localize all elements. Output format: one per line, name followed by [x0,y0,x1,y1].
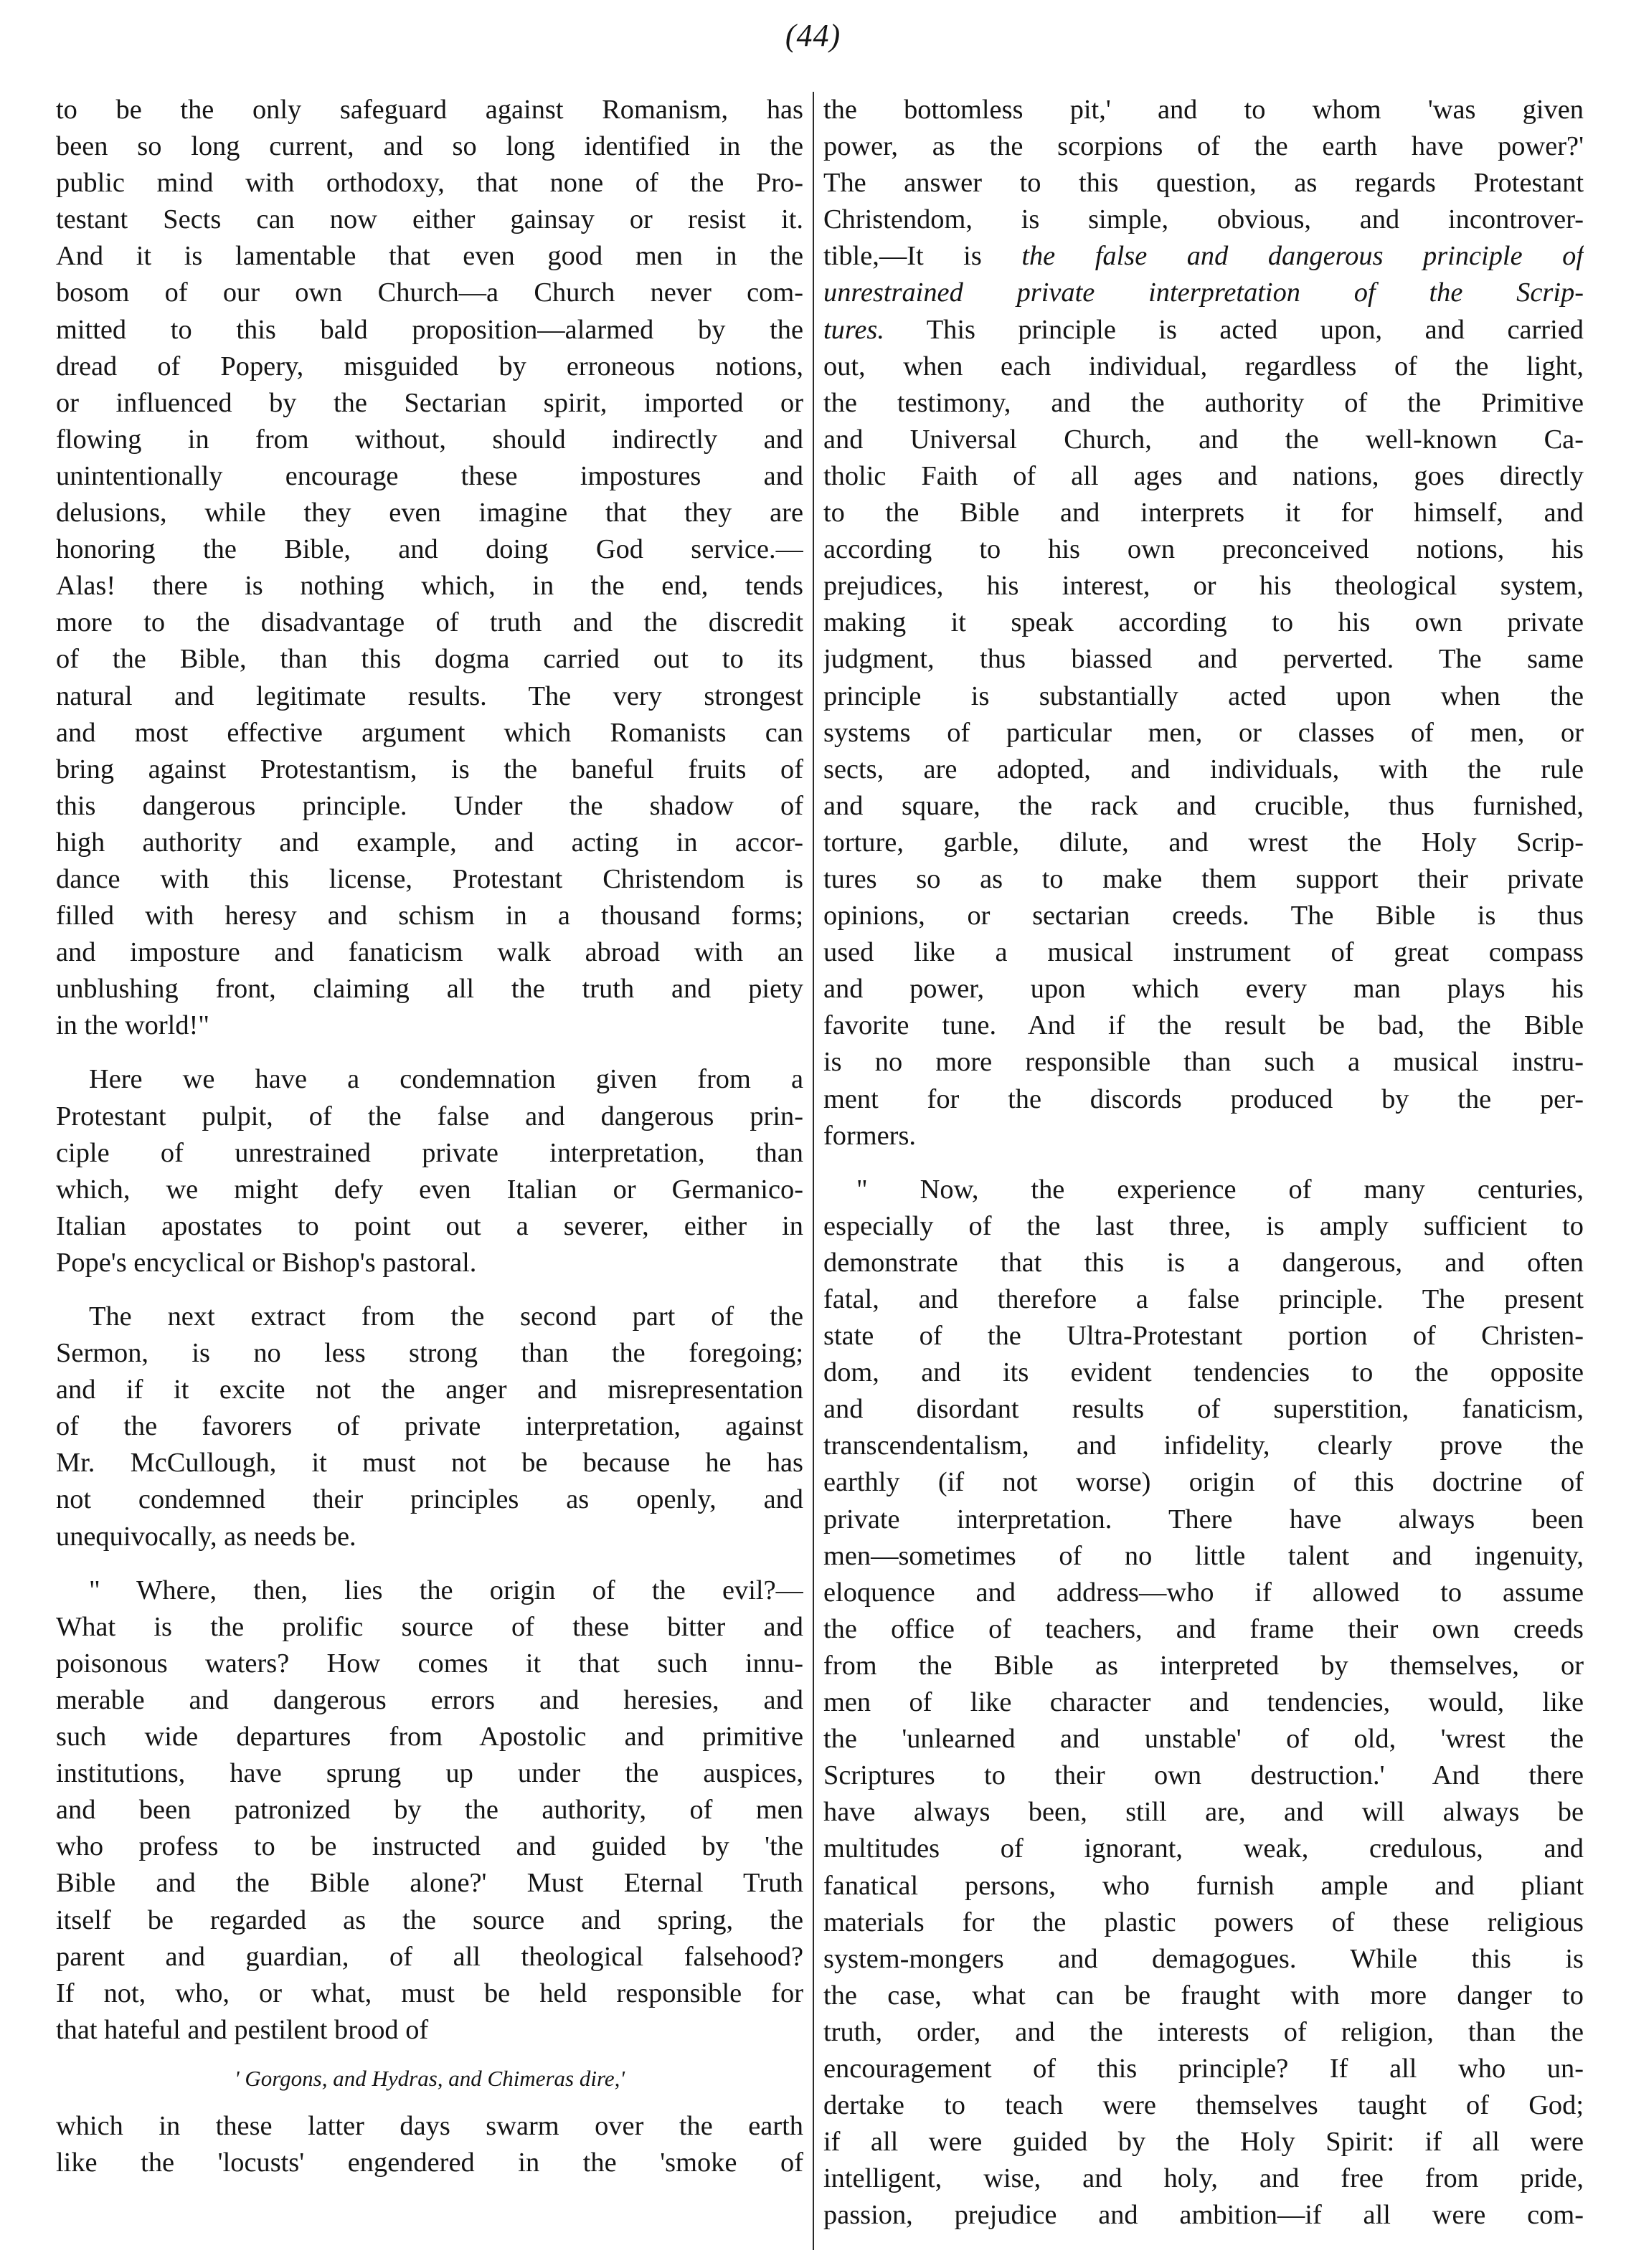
text-line: ciple of unrestrained private interpretation, than [56,1137,803,1168]
text-line: the case, what can be fraught with more danger to [823,1980,1584,2011]
text-line: tures. This principle is acted upon, and carried [823,314,1584,345]
text-line: and most effective argument which Romanists can [56,717,803,748]
text-line: ment for the discords produced by the per- [823,1083,1584,1114]
text-line: The next extract from the second part of the [89,1301,803,1332]
text-line: and been patronized by the authority, of men [56,1795,803,1826]
text-line: institutions, have sprung up under the auspices, [56,1758,803,1789]
text-line: this dangerous principle. Under the shadow of [56,790,803,821]
text-line: fanatical persons, who furnish ample and pliant [823,1870,1584,1901]
text-line: fatal, and therefore a false principle. The present [823,1284,1584,1314]
text-line: materials for the plastic powers of these religious [823,1907,1584,1937]
column-rule [813,92,814,2250]
text-line: honoring the Bible, and doing God service.— [56,534,803,565]
text-line: been so long current, and so long identified in the [56,131,803,162]
text-line: If not, who, or what, must be held responsible for [56,1978,803,2008]
text-line: unblushing front, claiming all the truth and piety [56,974,803,1005]
text-line: men of like character and tendencies, would, like [823,1687,1584,1718]
text-line: itself be regarded as the source and spring, the [56,1904,803,1935]
text-line: power, as the scorpions of the earth have power?' [823,131,1584,162]
text-line: and square, the rack and crucible, thus furnished, [823,790,1584,821]
text-line: like the 'locusts' engendered in the 'smoke of [56,2148,803,2178]
text-line: systems of particular men, or classes of men, or [823,717,1584,748]
text-line: multitudes of ignorant, weak, credulous, and [823,1833,1584,1864]
text-line: making it speak according to his own private [823,607,1584,638]
text-line: Pope's encyclical or Bishop's pastoral. [56,1247,477,1278]
paragraph-gap [56,1281,803,1299]
text-line: especially of the last three, is amply sufficient to [823,1210,1584,1241]
text-line: unequivocally, as needs be. [56,1521,356,1552]
text-line: principle is substantially acted upon when the [823,680,1584,711]
paragraph-gap [823,1154,1584,1172]
paragraph-gap [56,1044,803,1061]
text-line: sects, are adopted, and individuals, with the rule [823,754,1584,784]
text-line: to the Bible and interprets it for himself, and [823,498,1584,528]
text-line: dertake to teach were themselves taught of God; [823,2090,1584,2121]
text-line: prejudices, his interest, or his theological system, [823,571,1584,602]
text-line: private interpretation. There have always been [823,1504,1584,1534]
text-line: and if it excite not the anger and misrepresentation [56,1375,803,1405]
text-line: not condemned their principles as openly, and [56,1484,803,1515]
text-line: have always been, still are, and will always be [823,1797,1584,1828]
text-line: public mind with orthodoxy, that none of the Pro- [56,168,803,199]
text-line: and disordant results of superstition, fanaticism, [823,1394,1584,1425]
text-line: torture, garble, dilute, and wrest the Holy Scrip- [823,827,1584,858]
text-line: natural and legitimate results. The very strongest [56,680,803,711]
text-line: to be the only safeguard against Romanism, has [56,95,803,125]
text-line: eloquence and address—who if allowed to assume [823,1577,1584,1608]
text-line: merable and dangerous errors and heresies, and [56,1684,803,1715]
text-line: from the Bible as interpreted by themselves, or [823,1650,1584,1681]
text-line: poisonous waters? How comes it that such innu- [56,1648,803,1679]
text-line: Alas! there is nothing which, in the end, tends [56,571,803,602]
text-line: Christendom, is simple, obvious, and incontrover- [823,204,1584,235]
text-line: truth, order, and the interests of religion, than the [823,2016,1584,2047]
text-line: which, we might defy even Italian or Germanico- [56,1174,803,1205]
text-line: encouragement of this principle? If all who un- [823,2053,1584,2084]
paragraph-gap [56,2097,803,2108]
epigraph-line: ' Gorgons, and Hydras, and Chimeras dire,' [235,2065,625,2091]
text-line: the office of teachers, and frame their own creeds [823,1613,1584,1644]
text-line: out, when each individual, regardless of the light, [823,351,1584,381]
text-line: in the world!" [56,1010,209,1041]
text-line: flowing in from without, should indirectly and [56,424,803,455]
right-column [823,92,1584,2234]
text-line: earthly (if not worse) origin of this doctrine of [823,1467,1584,1498]
text-line: dread of Popery, misguided by erroneous notions, [56,351,803,381]
text-line: tures so as to make them support their private [823,863,1584,894]
text-line: which in these latter days swarm over the earth [56,2110,803,2141]
text-line: judgment, thus biassed and perverted. The same [823,644,1584,675]
text-line: the 'unlearned and unstable' of old, 'wrest the [823,1724,1584,1755]
text-line: of the Bible, than this dogma carried out to its [56,644,803,675]
text-line: is no more responsible than such a musical instru- [823,1047,1584,1078]
text-line: Scriptures to their own destruction.' And there [823,1760,1584,1791]
text-line: transcendentalism, and infidelity, clearly prove the [823,1430,1584,1461]
text-line: parent and guardian, of all theological falsehood? [56,1941,803,1972]
text-line: " Now, the experience of many centuries, [856,1174,1584,1205]
text-line: " Where, then, lies the origin of the evil?— [89,1575,803,1605]
text-line: Here we have a condemnation given from a [89,1064,803,1095]
text-line: passion, prejudice and ambition—if all were com- [823,2200,1584,2231]
text-line: who profess to be instructed and guided by 'the [56,1831,803,1862]
paragraph-gap [56,2049,803,2060]
text-line: formers. [823,1120,916,1151]
text-line: opinions, or sectarian creeds. The Bible is thus [823,901,1584,931]
page-number: (44) [785,18,841,53]
text-line: unintentionally encourage these impostures and [56,460,803,491]
text-line: more to the disadvantage of truth and the discredit [56,607,803,638]
text-line: delusions, while they even imagine that they are [56,498,803,528]
text-line: of the favorers of private interpretation, against [56,1411,803,1442]
text-line: high authority and example, and acting in accor- [56,827,803,858]
text-line: What is the prolific source of these bitter and [56,1611,803,1642]
text-line: men—sometimes of no little talent and ingenuity, [823,1540,1584,1571]
text-line: mitted to this bald proposition—alarmed by the [56,314,803,345]
text-line: dance with this license, Protestant Christendom is [56,863,803,894]
text-line: that hateful and pestilent brood of [56,2014,429,2045]
text-line: according to his own preconceived notions, his [823,534,1584,565]
text-line: favorite tune. And if the result be bad, the Bible [823,1010,1584,1041]
text-line: Sermon, is no less strong than the foregoing; [56,1338,803,1369]
text-line: Bible and the Bible alone?' Must Eternal Truth [56,1868,803,1899]
text-line: unrestrained private interpretation of the Scrip- [823,277,1584,308]
text-line: intelligent, wise, and holy, and free from pride, [823,2163,1584,2194]
text-line: system-mongers and demagogues. While this is [823,1943,1584,1974]
text-line: bosom of our own Church—a Church never com- [56,277,803,308]
text-line: filled with heresy and schism in a thousand forms; [56,901,803,931]
text-line: dom, and its evident tendencies to the opposite [823,1357,1584,1388]
text-line: or influenced by the Sectarian spirit, imported or [56,387,803,418]
text-line: Italian apostates to point out a severer, either in [56,1210,803,1241]
text-line: tible,—It is the false and dangerous principle of [823,241,1584,272]
text-line: the bottomless pit,' and to whom 'was given [823,95,1584,125]
text-line: bring against Protestantism, is the baneful fruits of [56,754,803,784]
text-line: Mr. McCullough, it must not be because he has [56,1448,803,1479]
text-line: Protestant pulpit, of the false and dangerous prin- [56,1101,803,1131]
text-line: and Universal Church, and the well-known Ca- [823,424,1584,455]
text-line: such wide departures from Apostolic and primitive [56,1722,803,1752]
text-line: And it is lamentable that even good men in the [56,241,803,272]
text-line: tholic Faith of all ages and nations, goes directly [823,460,1584,491]
text-line: if all were guided by the Holy Spirit: if all were [823,2127,1584,2158]
text-line: and power, upon which every man plays his [823,974,1584,1005]
text-line: demonstrate that this is a dangerous, and often [823,1247,1584,1278]
text-line: used like a musical instrument of great compass [823,937,1584,968]
text-line: testant Sects can now either gainsay or resist it. [56,204,803,235]
paragraph-gap [56,1555,803,1572]
text-line: and imposture and fanaticism walk abroad with an [56,937,803,968]
left-column [56,92,803,2181]
text-line: The answer to this question, as regards Protestant [823,168,1584,199]
text-line: state of the Ultra-Protestant portion of Christen- [823,1321,1584,1352]
text-line: the testimony, and the authority of the Primitive [823,387,1584,418]
